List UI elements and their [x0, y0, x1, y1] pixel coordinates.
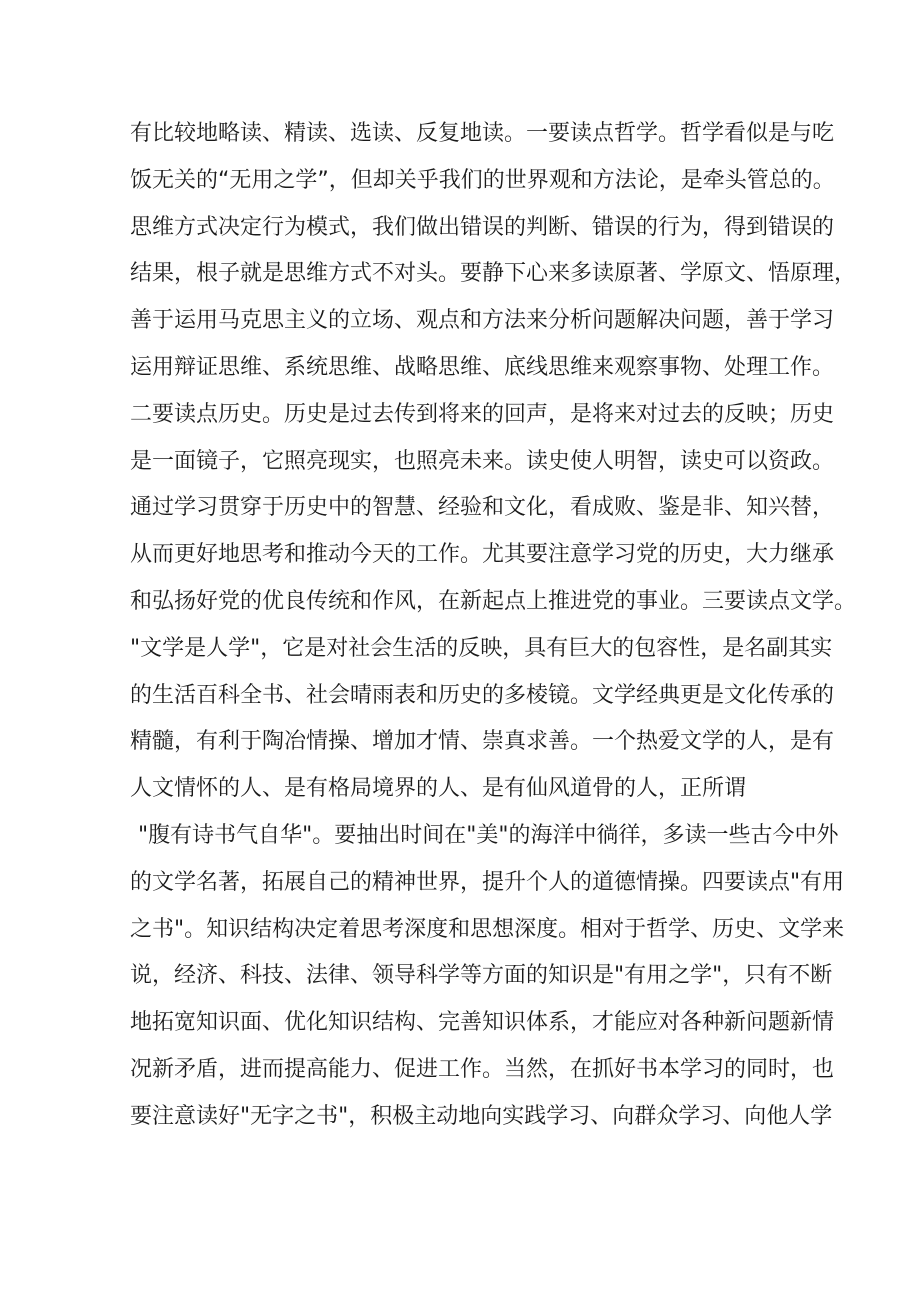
- text-line: 是一面镜子，它照亮现实，也照亮未来。读史使人明智，读史可以资政。: [130, 448, 835, 474]
- text-line: 有比较地略读、精读、选读、反复地读。一要读点哲学。哲学看似是与吃: [130, 121, 835, 146]
- text-line: "腹有诗书气自华"。要抽出时间在"美"的海洋中徜徉，多读一些古今中外: [138, 822, 839, 848]
- text-line: 运用辩证思维、系统思维、战略思维、底线思维来观察事物、处理工作。: [130, 354, 835, 380]
- text-line: 况新矛盾，进而提高能力、促进工作。当然，在抓好书本学习的同时，也: [130, 1056, 835, 1082]
- text-line: 和弘扬好党的优良传统和作风，在新起点上推进党的事业。三要读点文学。: [130, 588, 857, 614]
- text-line: 从而更好地思考和推动今天的工作。尤其要注意学习党的历史，大力继承: [130, 542, 835, 568]
- text-line: 要注意读好"无字之书"，积极主动地向实践学习、向群众学习、向他人学: [130, 1103, 833, 1129]
- text-line: 的生活百科全书、社会晴雨表和历史的多棱镜。文学经典更是文化传承的: [130, 682, 835, 708]
- body-text: [130, 111, 857, 1141]
- text-line: 善于运用马克思主义的立场、观点和方法来分析问题解决问题，善于学习: [130, 308, 835, 334]
- text-line: 的文学名著，拓展自己的精神世界，提升个人的道德情操。四要读点"有用: [130, 869, 845, 895]
- text-line: 饭无关的“无用之学”，但却关乎我们的世界观和方法论，是牵头管总的。: [130, 167, 835, 193]
- text-line: 二要读点历史。历史是过去传到将来的回声，是将来对过去的反映；历史: [130, 401, 835, 427]
- text-line: 通过学习贯穿于历史中的智慧、经验和文化，看成败、鉴是非、知兴替，: [130, 495, 835, 521]
- text-line: "文学是人学"，它是对社会生活的反映，具有巨大的包容性，是名副其实: [130, 635, 833, 661]
- text-line: 精髓，有利于陶冶情操、增加才情、崇真求善。一个热爱文学的人，是有: [130, 729, 835, 755]
- text-line: 人文情怀的人、是有格局境界的人、是有仙风道骨的人，正所谓: [130, 776, 747, 802]
- text-line: 结果，根子就是思维方式不对头。要静下心来多读原著、学原文、悟原理，: [130, 261, 857, 287]
- text-line: 地拓宽知识面、优化知识结构、完善知识体系，才能应对各种新问题新情: [130, 1010, 835, 1036]
- text-line: 说，经济、科技、法律、领导科学等方面的知识是"有用之学"，只有不断: [130, 963, 833, 989]
- text-line: 思维方式决定行为模式，我们做出错误的判断、错误的行为，得到错误的: [130, 214, 835, 240]
- text-line: 之书"。知识结构决定着思考深度和思想深度。相对于哲学、历史、文学来: [130, 916, 845, 942]
